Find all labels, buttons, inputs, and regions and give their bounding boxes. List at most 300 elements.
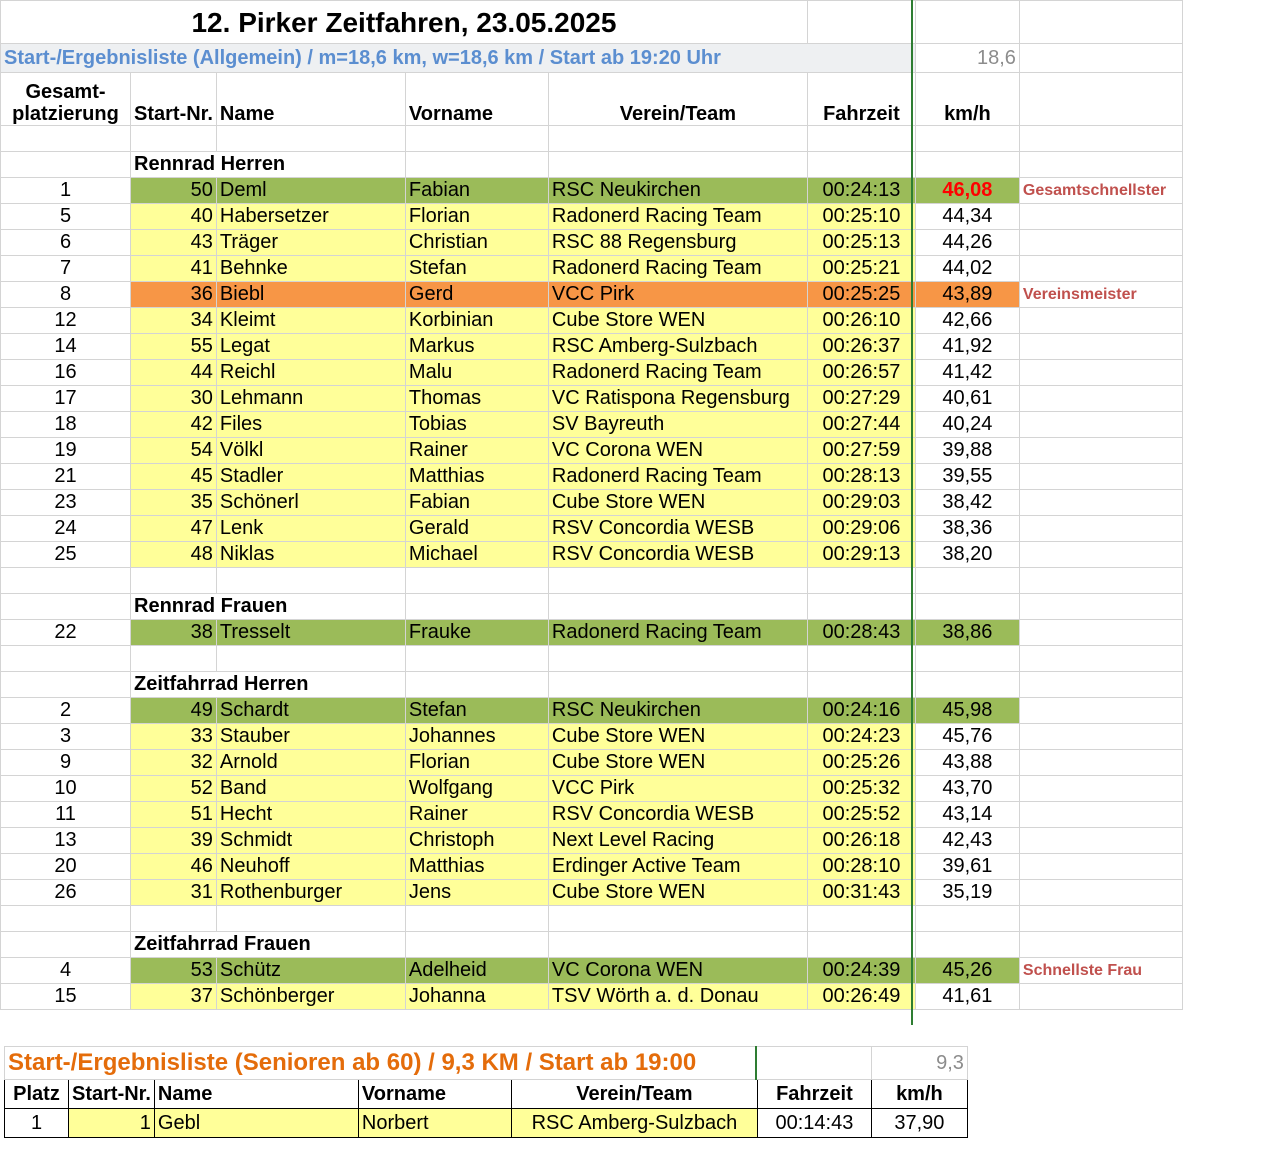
category-label[interactable]: Zeitfahrrad Frauen: [131, 932, 406, 958]
cell-vorname[interactable]: Matthias: [405, 854, 548, 880]
empty-cell[interactable]: [1019, 672, 1182, 698]
cell-fahrzeit[interactable]: 00:24:16: [807, 698, 915, 724]
empty-cell[interactable]: [807, 646, 915, 672]
cell-vorname[interactable]: Wolfgang: [405, 776, 548, 802]
cell-place[interactable]: 2: [1, 698, 131, 724]
cell-vorname[interactable]: Fabian: [405, 490, 548, 516]
cell-vorname[interactable]: Johanna: [405, 984, 548, 1010]
cell-name[interactable]: Files: [216, 412, 405, 438]
empty-cell[interactable]: [807, 568, 915, 594]
cell-kmh[interactable]: 43,89: [915, 282, 1019, 308]
cell-note[interactable]: [1019, 698, 1182, 724]
empty-cell[interactable]: [548, 568, 807, 594]
category-label[interactable]: Rennrad Herren: [131, 152, 406, 178]
cell-vorname[interactable]: Florian: [405, 750, 548, 776]
senioren-header-name[interactable]: Name: [154, 1080, 358, 1109]
empty-cell[interactable]: [548, 152, 807, 178]
cell-name[interactable]: Träger: [216, 230, 405, 256]
cell-kmh[interactable]: 45,98: [915, 698, 1019, 724]
cell-place[interactable]: 6: [1, 230, 131, 256]
cell-verein[interactable]: VC Corona WEN: [548, 438, 807, 464]
cell-kmh[interactable]: 45,26: [915, 958, 1019, 984]
senioren-header-fahrzeit[interactable]: Fahrzeit: [757, 1080, 871, 1109]
empty-cell[interactable]: [1019, 932, 1182, 958]
cell-kmh[interactable]: 44,26: [915, 230, 1019, 256]
cell-vorname[interactable]: Frauke: [405, 620, 548, 646]
cell-name[interactable]: Legat: [216, 334, 405, 360]
cell-start-nr[interactable]: 50: [131, 178, 217, 204]
header-name[interactable]: Name: [216, 73, 405, 126]
empty-cell[interactable]: [1019, 126, 1182, 152]
header-start-nr[interactable]: Start-Nr.: [131, 73, 217, 126]
cell-note[interactable]: [1019, 230, 1182, 256]
cell-name[interactable]: Reichl: [216, 360, 405, 386]
cell-kmh[interactable]: 39,61: [915, 854, 1019, 880]
empty-cell[interactable]: [131, 126, 217, 152]
cell-kmh[interactable]: 43,70: [915, 776, 1019, 802]
cell-fahrzeit[interactable]: 00:24:13: [807, 178, 915, 204]
cell-verein[interactable]: Radonerd Racing Team: [548, 464, 807, 490]
cell-kmh[interactable]: 38,42: [915, 490, 1019, 516]
cell-start-nr[interactable]: 53: [131, 958, 217, 984]
cell-place[interactable]: 23: [1, 490, 131, 516]
cell-fahrzeit[interactable]: 00:26:49: [807, 984, 915, 1010]
cell-start-nr[interactable]: 55: [131, 334, 217, 360]
cell-place[interactable]: 1: [5, 1109, 69, 1138]
empty-cell[interactable]: [405, 594, 548, 620]
cell-fahrzeit[interactable]: 00:24:23: [807, 724, 915, 750]
empty-cell[interactable]: [216, 568, 405, 594]
cell-verein[interactable]: RSC Neukirchen: [548, 698, 807, 724]
cell-vorname[interactable]: Norbert: [358, 1109, 511, 1138]
empty-cell[interactable]: [807, 672, 915, 698]
cell-note[interactable]: [1019, 776, 1182, 802]
cell-start-nr[interactable]: 36: [131, 282, 217, 308]
cell-kmh[interactable]: 45,76: [915, 724, 1019, 750]
empty-cell[interactable]: [1, 646, 131, 672]
distance-value[interactable]: 18,6: [915, 44, 1019, 73]
senioren-title[interactable]: Start-/Ergebnisliste (Senioren ab 60) / 9,3 KM / Start ab 19:00: [5, 1047, 872, 1080]
cell-fahrzeit[interactable]: 00:29:03: [807, 490, 915, 516]
empty-cell[interactable]: [807, 126, 915, 152]
cell-vorname[interactable]: Rainer: [405, 802, 548, 828]
cell-verein[interactable]: Erdinger Active Team: [548, 854, 807, 880]
cell-name[interactable]: Schönberger: [216, 984, 405, 1010]
cell-name[interactable]: Habersetzer: [216, 204, 405, 230]
cell-name[interactable]: Deml: [216, 178, 405, 204]
empty-cell[interactable]: [1, 672, 131, 698]
cell-note[interactable]: [1019, 880, 1182, 906]
cell-kmh[interactable]: 42,43: [915, 828, 1019, 854]
empty-cell[interactable]: [1019, 646, 1182, 672]
cell-fahrzeit[interactable]: 00:25:32: [807, 776, 915, 802]
cell-verein[interactable]: VCC Pirk: [548, 776, 807, 802]
cell-verein[interactable]: Radonerd Racing Team: [548, 256, 807, 282]
cell-kmh[interactable]: 44,02: [915, 256, 1019, 282]
cell-start-nr[interactable]: 31: [131, 880, 217, 906]
cell-kmh[interactable]: 41,42: [915, 360, 1019, 386]
cell-kmh[interactable]: 46,08: [915, 178, 1019, 204]
cell-note[interactable]: [1019, 542, 1182, 568]
cell-place[interactable]: 12: [1, 308, 131, 334]
header-place[interactable]: Gesamt- platzierung: [1, 73, 131, 126]
cell-fahrzeit[interactable]: 00:28:43: [807, 620, 915, 646]
cell-fahrzeit[interactable]: 00:31:43: [807, 880, 915, 906]
empty-cell[interactable]: [1019, 594, 1182, 620]
cell-place[interactable]: 15: [1, 984, 131, 1010]
cell-note[interactable]: [1019, 724, 1182, 750]
empty-cell[interactable]: [1, 906, 131, 932]
cell-note[interactable]: Gesamtschnellster: [1019, 178, 1182, 204]
cell-vorname[interactable]: Thomas: [405, 386, 548, 412]
cell-name[interactable]: Stadler: [216, 464, 405, 490]
cell-fahrzeit[interactable]: 00:28:13: [807, 464, 915, 490]
cell-place[interactable]: 19: [1, 438, 131, 464]
result-row: [1, 464, 1183, 490]
empty-cell[interactable]: [807, 152, 915, 178]
empty-cell[interactable]: [915, 646, 1019, 672]
cell-fahrzeit[interactable]: 00:27:29: [807, 386, 915, 412]
cell-start-nr[interactable]: 54: [131, 438, 217, 464]
cell-note[interactable]: Schnellste Frau: [1019, 958, 1182, 984]
cell-start-nr[interactable]: 52: [131, 776, 217, 802]
empty-cell[interactable]: [1, 932, 131, 958]
cell-start-nr[interactable]: 44: [131, 360, 217, 386]
empty-cell[interactable]: [405, 932, 548, 958]
cell-verein[interactable]: Cube Store WEN: [548, 750, 807, 776]
cell-fahrzeit[interactable]: 00:25:21: [807, 256, 915, 282]
cell-start-nr[interactable]: 47: [131, 516, 217, 542]
cell-kmh[interactable]: 42,66: [915, 308, 1019, 334]
cell-note[interactable]: [1019, 984, 1182, 1010]
cell-name[interactable]: Niklas: [216, 542, 405, 568]
cell-start-nr[interactable]: 49: [131, 698, 217, 724]
empty-cell[interactable]: [915, 126, 1019, 152]
empty-cell[interactable]: [807, 594, 915, 620]
category-label[interactable]: Rennrad Frauen: [131, 594, 406, 620]
cell-kmh[interactable]: 35,19: [915, 880, 1019, 906]
cell-note[interactable]: [1019, 386, 1182, 412]
result-row: [1, 230, 1183, 256]
cell-vorname[interactable]: Stefan: [405, 698, 548, 724]
empty-cell[interactable]: [548, 126, 807, 152]
cell-verein[interactable]: TSV Wörth a. d. Donau: [548, 984, 807, 1010]
header-verein[interactable]: Verein/Team: [548, 73, 807, 126]
subtitle[interactable]: Start-/Ergebnisliste (Allgemein) / m=18,6 km, w=18,6 km / Start ab 19:20 Uhr: [1, 44, 916, 73]
cell-verein[interactable]: SV Bayreuth: [548, 412, 807, 438]
cell-place[interactable]: 14: [1, 334, 131, 360]
cell-verein[interactable]: VC Ratispona Regensburg: [548, 386, 807, 412]
cell-kmh[interactable]: 43,88: [915, 750, 1019, 776]
cell-start-nr[interactable]: 35: [131, 490, 217, 516]
cell-start-nr[interactable]: 30: [131, 386, 217, 412]
cell-fahrzeit[interactable]: 00:29:13: [807, 542, 915, 568]
empty-cell[interactable]: [1019, 152, 1182, 178]
empty-cell[interactable]: [915, 906, 1019, 932]
empty-cell[interactable]: [216, 906, 405, 932]
empty-cell[interactable]: [915, 932, 1019, 958]
cell-note[interactable]: [1019, 620, 1182, 646]
cell-vorname[interactable]: Michael: [405, 542, 548, 568]
empty-cell[interactable]: [1, 568, 131, 594]
cell-place[interactable]: 4: [1, 958, 131, 984]
page-title[interactable]: 12. Pirker Zeitfahren, 23.05.2025: [1, 1, 808, 44]
cell-start-nr[interactable]: 43: [131, 230, 217, 256]
cell-vorname[interactable]: Korbinian: [405, 308, 548, 334]
empty-cell[interactable]: [915, 568, 1019, 594]
cell-note[interactable]: [1019, 802, 1182, 828]
cell-verein[interactable]: RSC Amberg-Sulzbach: [511, 1109, 757, 1138]
cell-name[interactable]: Band: [216, 776, 405, 802]
empty-cell[interactable]: [548, 906, 807, 932]
cell-start-nr[interactable]: 51: [131, 802, 217, 828]
cell-fahrzeit[interactable]: 00:25:26: [807, 750, 915, 776]
cell-start-nr[interactable]: 46: [131, 854, 217, 880]
cell-verein[interactable]: RSV Concordia WESB: [548, 802, 807, 828]
cell-vorname[interactable]: Rainer: [405, 438, 548, 464]
cell-fahrzeit[interactable]: 00:27:59: [807, 438, 915, 464]
empty-cell[interactable]: [405, 646, 548, 672]
cell-place[interactable]: 18: [1, 412, 131, 438]
cell-note[interactable]: [1019, 516, 1182, 542]
cell-place[interactable]: 13: [1, 828, 131, 854]
empty-cell[interactable]: [131, 906, 217, 932]
cell-place[interactable]: 1: [1, 178, 131, 204]
header-kmh[interactable]: km/h: [915, 73, 1019, 126]
cell-verein[interactable]: RSC 88 Regensburg: [548, 230, 807, 256]
cell-kmh[interactable]: 38,20: [915, 542, 1019, 568]
cell-name[interactable]: Neuhoff: [216, 854, 405, 880]
cell-fahrzeit[interactable]: 00:28:10: [807, 854, 915, 880]
cell-vorname[interactable]: Gerd: [405, 282, 548, 308]
cell-place[interactable]: 20: [1, 854, 131, 880]
cell-verein[interactable]: Cube Store WEN: [548, 308, 807, 334]
cell-fahrzeit[interactable]: 00:26:10: [807, 308, 915, 334]
cell-place[interactable]: 11: [1, 802, 131, 828]
cell-name[interactable]: Schmidt: [216, 828, 405, 854]
cell-note[interactable]: Vereinsmeister: [1019, 282, 1182, 308]
empty-cell[interactable]: [915, 672, 1019, 698]
cell-vorname[interactable]: Markus: [405, 334, 548, 360]
cell-verein[interactable]: Radonerd Racing Team: [548, 620, 807, 646]
cell-fahrzeit[interactable]: 00:25:25: [807, 282, 915, 308]
cell-fahrzeit[interactable]: 00:26:37: [807, 334, 915, 360]
cell-note[interactable]: [1019, 750, 1182, 776]
cell-name[interactable]: Behnke: [216, 256, 405, 282]
cell-fahrzeit[interactable]: 00:25:13: [807, 230, 915, 256]
cell-place[interactable]: 7: [1, 256, 131, 282]
cell-verein[interactable]: VC Corona WEN: [548, 958, 807, 984]
cell-name[interactable]: Hecht: [216, 802, 405, 828]
cell-name[interactable]: Schütz: [216, 958, 405, 984]
cell-vorname[interactable]: Christian: [405, 230, 548, 256]
cell-vorname[interactable]: Gerald: [405, 516, 548, 542]
cell-fahrzeit[interactable]: 00:25:10: [807, 204, 915, 230]
empty-cell[interactable]: [1, 594, 131, 620]
cell-fahrzeit[interactable]: 00:14:43: [757, 1109, 871, 1138]
senioren-header-platz[interactable]: Platz: [5, 1080, 69, 1109]
cell-place[interactable]: 24: [1, 516, 131, 542]
cell-fahrzeit[interactable]: 00:26:18: [807, 828, 915, 854]
empty-cell[interactable]: [1019, 906, 1182, 932]
empty-cell[interactable]: [915, 594, 1019, 620]
cell-name[interactable]: Völkl: [216, 438, 405, 464]
cell-place[interactable]: 25: [1, 542, 131, 568]
senioren-header-verein[interactable]: Verein/Team: [511, 1080, 757, 1109]
cell-kmh[interactable]: 44,34: [915, 204, 1019, 230]
empty-cell[interactable]: [1019, 568, 1182, 594]
empty-cell[interactable]: [1, 152, 131, 178]
cell-kmh[interactable]: 40,61: [915, 386, 1019, 412]
empty-cell[interactable]: [405, 568, 548, 594]
cell-name[interactable]: Arnold: [216, 750, 405, 776]
cell-verein[interactable]: RSC Amberg-Sulzbach: [548, 334, 807, 360]
cell-verein[interactable]: Radonerd Racing Team: [548, 360, 807, 386]
cell-place[interactable]: 17: [1, 386, 131, 412]
cell-note[interactable]: [1019, 360, 1182, 386]
cell-vorname[interactable]: Matthias: [405, 464, 548, 490]
cell-verein[interactable]: Cube Store WEN: [548, 880, 807, 906]
cell-vorname[interactable]: Fabian: [405, 178, 548, 204]
empty-cell[interactable]: [131, 568, 217, 594]
empty-cell[interactable]: [1, 126, 131, 152]
cell-vorname[interactable]: Tobias: [405, 412, 548, 438]
cell-verein[interactable]: RSV Concordia WESB: [548, 542, 807, 568]
cell-note[interactable]: [1019, 438, 1182, 464]
cell-start-nr[interactable]: 38: [131, 620, 217, 646]
empty-cell[interactable]: [405, 126, 548, 152]
cell-vorname[interactable]: Stefan: [405, 256, 548, 282]
cell-place[interactable]: 5: [1, 204, 131, 230]
cell-start-nr[interactable]: 45: [131, 464, 217, 490]
cell-verein[interactable]: RSV Concordia WESB: [548, 516, 807, 542]
cell-note[interactable]: [1019, 204, 1182, 230]
cell-place[interactable]: 16: [1, 360, 131, 386]
header-fahrzeit[interactable]: Fahrzeit: [807, 73, 915, 126]
cell-place[interactable]: 26: [1, 880, 131, 906]
blank-row: [1, 906, 1183, 932]
cell-fahrzeit[interactable]: 00:27:44: [807, 412, 915, 438]
cell-verein[interactable]: Next Level Racing: [548, 828, 807, 854]
empty-cell[interactable]: [405, 906, 548, 932]
cell-name[interactable]: Schönerl: [216, 490, 405, 516]
cell-name[interactable]: Gebl: [154, 1109, 358, 1138]
cell-name[interactable]: Rothenburger: [216, 880, 405, 906]
cell-note[interactable]: [1019, 256, 1182, 282]
cell-note[interactable]: [1019, 828, 1182, 854]
senioren-distance[interactable]: 9,3: [871, 1047, 967, 1080]
cell-start-nr[interactable]: 33: [131, 724, 217, 750]
empty-cell[interactable]: [807, 932, 915, 958]
senioren-header-row: [5, 1080, 968, 1109]
cell-name[interactable]: Schardt: [216, 698, 405, 724]
cell-start-nr[interactable]: 1: [69, 1109, 155, 1138]
cell-start-nr[interactable]: 42: [131, 412, 217, 438]
cell-place[interactable]: 22: [1, 620, 131, 646]
cell-fahrzeit[interactable]: 00:25:52: [807, 802, 915, 828]
cell-start-nr[interactable]: 37: [131, 984, 217, 1010]
cell-vorname[interactable]: Jens: [405, 880, 548, 906]
cell-vorname[interactable]: Malu: [405, 360, 548, 386]
empty-cell[interactable]: [216, 126, 405, 152]
cell-kmh[interactable]: 38,36: [915, 516, 1019, 542]
cell-note[interactable]: [1019, 412, 1182, 438]
cell-note[interactable]: [1019, 490, 1182, 516]
empty-cell[interactable]: [807, 906, 915, 932]
senioren-row: [5, 1109, 968, 1138]
empty-cell[interactable]: [405, 672, 548, 698]
cell-name[interactable]: Lenk: [216, 516, 405, 542]
cell-name[interactable]: Tresselt: [216, 620, 405, 646]
senioren-header-start[interactable]: Start-Nr.: [69, 1080, 155, 1109]
cell-place[interactable]: 9: [1, 750, 131, 776]
cell-fahrzeit[interactable]: 00:29:06: [807, 516, 915, 542]
cell-note[interactable]: [1019, 334, 1182, 360]
cell-kmh[interactable]: 37,90: [871, 1109, 967, 1138]
title-row: [1, 1, 1183, 44]
cell-place[interactable]: 10: [1, 776, 131, 802]
cell-kmh[interactable]: 39,88: [915, 438, 1019, 464]
cell-note[interactable]: [1019, 464, 1182, 490]
cell-place[interactable]: 3: [1, 724, 131, 750]
cell-start-nr[interactable]: 40: [131, 204, 217, 230]
cell-start-nr[interactable]: 48: [131, 542, 217, 568]
cell-note[interactable]: [1019, 308, 1182, 334]
cell-start-nr[interactable]: 34: [131, 308, 217, 334]
cell-vorname[interactable]: Adelheid: [405, 958, 548, 984]
cell-kmh[interactable]: 41,61: [915, 984, 1019, 1010]
cell-verein[interactable]: RSC Neukirchen: [548, 178, 807, 204]
empty-cell[interactable]: [548, 594, 807, 620]
cell-verein[interactable]: Radonerd Racing Team: [548, 204, 807, 230]
cell-kmh[interactable]: 43,14: [915, 802, 1019, 828]
cell-kmh[interactable]: 41,92: [915, 334, 1019, 360]
cell-vorname[interactable]: Florian: [405, 204, 548, 230]
cell-start-nr[interactable]: 41: [131, 256, 217, 282]
cell-fahrzeit[interactable]: 00:26:57: [807, 360, 915, 386]
cell-note[interactable]: [1019, 854, 1182, 880]
cell-place[interactable]: 21: [1, 464, 131, 490]
empty-cell[interactable]: [548, 672, 807, 698]
cell-name[interactable]: Lehmann: [216, 386, 405, 412]
empty-cell[interactable]: [131, 646, 217, 672]
empty-cell[interactable]: [548, 646, 807, 672]
senioren-header-vorname[interactable]: Vorname: [358, 1080, 511, 1109]
senioren-header-kmh[interactable]: km/h: [871, 1080, 967, 1109]
cell-kmh[interactable]: 40,24: [915, 412, 1019, 438]
cell-vorname[interactable]: Christoph: [405, 828, 548, 854]
cell-vorname[interactable]: Johannes: [405, 724, 548, 750]
cell-verein[interactable]: VCC Pirk: [548, 282, 807, 308]
cell-start-nr[interactable]: 39: [131, 828, 217, 854]
header-vorname[interactable]: Vorname: [405, 73, 548, 126]
empty-cell[interactable]: [548, 932, 807, 958]
empty-cell[interactable]: [915, 152, 1019, 178]
cell-kmh[interactable]: 38,86: [915, 620, 1019, 646]
cell-kmh[interactable]: 39,55: [915, 464, 1019, 490]
cell-name[interactable]: Kleimt: [216, 308, 405, 334]
cell-name[interactable]: Biebl: [216, 282, 405, 308]
cell-verein[interactable]: Cube Store WEN: [548, 724, 807, 750]
cell-start-nr[interactable]: 32: [131, 750, 217, 776]
cell-fahrzeit[interactable]: 00:24:39: [807, 958, 915, 984]
empty-cell[interactable]: [405, 152, 548, 178]
cell-verein[interactable]: Cube Store WEN: [548, 490, 807, 516]
cell-name[interactable]: Stauber: [216, 724, 405, 750]
category-label[interactable]: Zeitfahrrad Herren: [131, 672, 406, 698]
empty-cell[interactable]: [216, 646, 405, 672]
cell-place[interactable]: 8: [1, 282, 131, 308]
